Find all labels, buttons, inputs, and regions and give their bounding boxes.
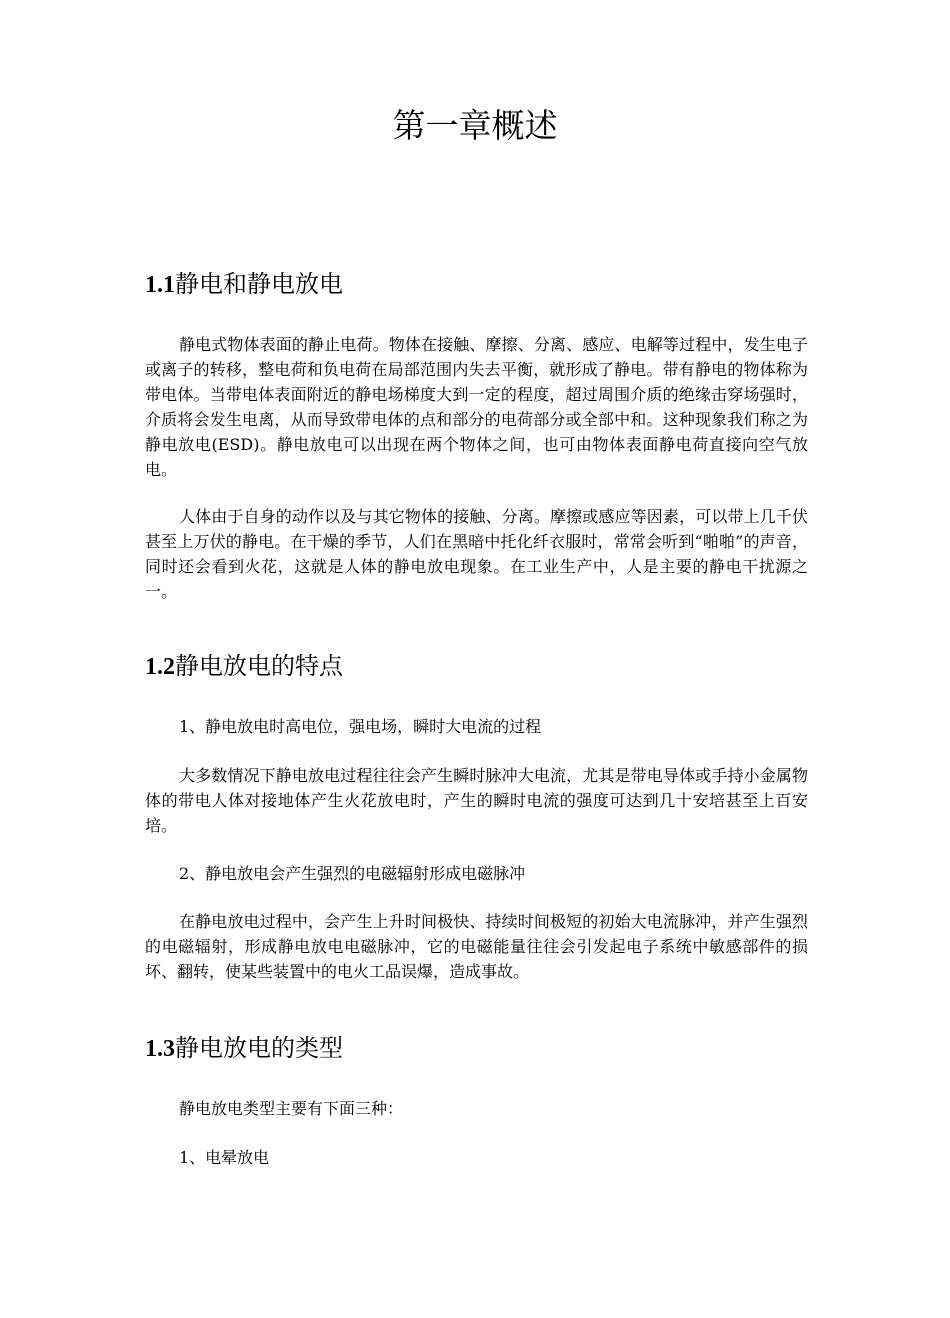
list-item-corona: 1、电晕放电: [179, 1148, 270, 1167]
chapter-title: 第一章概述: [392, 106, 558, 145]
list-item-1: 1、静电放电时高电位，强电场，瞬时大电流的过程: [179, 717, 542, 736]
section-number: 1.3: [145, 1036, 175, 1062]
section-heading-1-2: [145, 650, 825, 683]
section-title: 静电放电的类型: [175, 1034, 343, 1062]
section-title: 静电和静电放电: [175, 270, 343, 298]
paragraph-human-body-esd: 人体由于自身的动作以及与其它物体的接触、分离。摩擦或感应等因素，可以带上几千伏甚至上万伏的静电。在干燥的季节，人们在黑暗中托化纤衣服时，常常会听到“啪啪”的声音，同时还会看到火花，这就是人体的静电放电现象。在工业生产中，人是主要的静电干扰源之一。: [145, 507, 808, 601]
section-heading-1-3: [145, 1032, 825, 1065]
paragraph-types-intro: 静电放电类型主要有下面三种：: [179, 1099, 404, 1118]
paragraph-high-current: 大多数情况下静电放电过程往往会产生瞬时脉冲大电流，尤其是带电导体或手持小金属物体的带电人体对接地体产生火花放电时，产生的瞬时电流的强度可达到几十安培甚至上百安培。: [145, 766, 808, 835]
list-item-2: 2、静电放电会产生强烈的电磁辐射形成电磁脉冲: [179, 864, 526, 883]
paragraph-esd-definition: 静电式物体表面的静止电荷。物体在接触、摩擦、分离、感应、电解等过程中，发生电子或离子的转移，整电荷和负电荷在局部范围内失去平衡，就形成了静电。带有静电的物体称为带电体。当带电体表面附近的静电场梯度大到一定的程度，超过周围介质的绝缘击穿场强时，介质将会发生电离，从而导致带电体的点和部分的电荷部分或全部中和。这种现象我们称之为静电放电(ESD)。静电放电可以出现在两个物体之间，也可由物体表面静电荷直接向空气放电。: [145, 335, 808, 479]
section-heading-1-1: [145, 268, 825, 301]
section-title: 静电放电的特点: [175, 652, 343, 680]
section-number: 1.1: [145, 272, 175, 298]
paragraph-em-pulse: 在静电放电过程中，会产生上升时间极快、持续时间极短的初始大电流脉冲，并产生强烈的电磁辐射，形成静电放电电磁脉冲，它的电磁能量往往会引发起电子系统中敏感部件的损坏、翻转，使某些装置中的电火工品误爆，造成事故。: [145, 912, 808, 981]
section-number: 1.2: [145, 654, 175, 680]
